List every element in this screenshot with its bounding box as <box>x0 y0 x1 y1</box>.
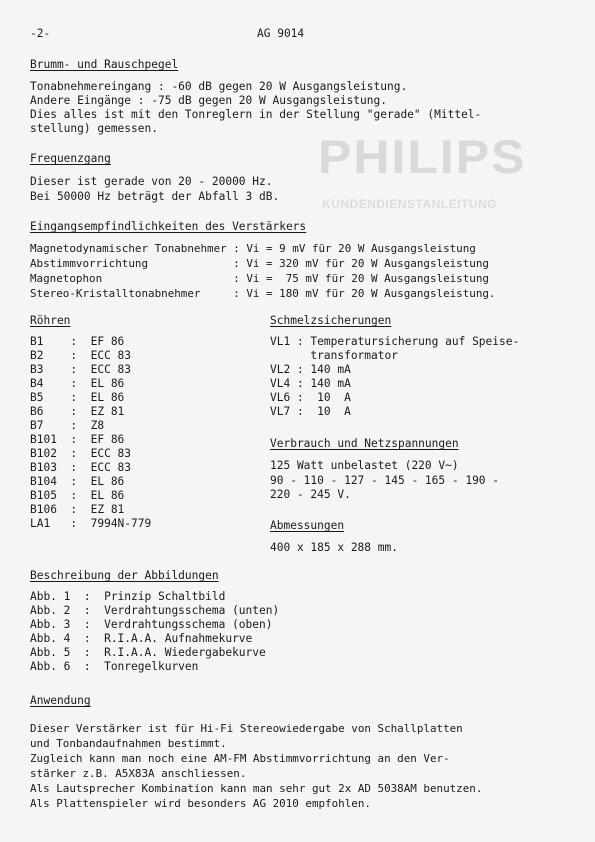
figure-row: Abb. 3 : Verdrahtungsschema (oben) <box>30 618 273 631</box>
frequency-line-1: Dieser ist gerade von 20 - 20000 Hz. <box>30 175 273 188</box>
tube-row: B7 : Z8 <box>30 419 105 432</box>
application-line-6: Als Plattenspieler wird besonders AG 2010 empfohlen. <box>30 797 371 810</box>
tube-row: B106 : EZ 81 <box>30 503 125 516</box>
figure-row: Abb. 6 : Tonregelkurven <box>30 660 199 673</box>
application-line-4: stärker z.B. A5X83A anschliessen. <box>30 767 247 780</box>
power-line-3: 220 - 245 V. <box>270 488 351 501</box>
sensitivity-row: Stereo-Kristalltonabnehmer : Vi = 180 mV für 20 W Ausgangsleistung. <box>30 287 496 300</box>
tube-row: B102 : ECC 83 <box>30 447 132 460</box>
heading-power: Verbrauch und Netzspannungen <box>270 437 459 450</box>
tube-row: LA1 : 7994N-779 <box>30 517 152 530</box>
tube-row: B101 : EF 86 <box>30 433 125 446</box>
tube-row: B103 : ECC 83 <box>30 461 132 474</box>
fuse-row: transformator <box>270 349 398 362</box>
heading-figures: Beschreibung der Abbildungen <box>30 569 219 582</box>
application-line-3: Zugleich kann man noch eine AM-FM Abstimmvorrichtung an den Ver- <box>30 752 450 765</box>
tube-row: B6 : EZ 81 <box>30 405 125 418</box>
fuse-row: VL1 : Temperatursicherung auf Speise- <box>270 335 520 348</box>
frequency-line-2: Bei 50000 Hz beträgt der Abfall 3 dB. <box>30 190 280 203</box>
model-number: AG 9014 <box>257 27 305 40</box>
tube-row: B1 : EF 86 <box>30 335 125 348</box>
noise-line-3: Dies alles ist mit den Tonreglern in der Stellung "gerade" (Mittel- <box>30 108 482 121</box>
heading-noise: Brumm- und Rauschpegel <box>30 58 179 71</box>
sensitivity-row: Magnetodynamischer Tonabnehmer : Vi = 9 mV für 20 W Ausgangsleistung <box>30 242 476 255</box>
heading-dimensions: Abmessungen <box>270 519 345 532</box>
application-line-5: Als Lautsprecher Kombination kann man sehr gut 2x AD 5038AM benutzen. <box>30 782 483 795</box>
heading-fuses: Schmelzsicherungen <box>270 314 392 327</box>
figure-row: Abb. 1 : Prinzip Schaltbild <box>30 590 226 603</box>
figure-row: Abb. 4 : R.I.A.A. Aufnahmekurve <box>30 632 253 645</box>
tube-row: B105 : EL 86 <box>30 489 125 502</box>
heading-sensitivity: Eingangsempfindlichkeiten des Verstärkers <box>30 220 307 233</box>
heading-frequency: Frequenzgang <box>30 152 111 165</box>
noise-line-2: Andere Eingänge : -75 dB gegen 20 W Ausgangsleistung. <box>30 94 387 107</box>
fuse-row: VL6 : 10 A <box>270 391 351 404</box>
power-line-1: 125 Watt unbelastet (220 V~) <box>270 459 459 472</box>
sensitivity-row: Abstimmvorrichtung : Vi = 320 mV für 20 W Ausgangsleistung <box>30 257 489 270</box>
fuse-row: VL2 : 140 mA <box>270 363 351 376</box>
tube-row: B104 : EL 86 <box>30 475 125 488</box>
tube-row: B2 : ECC 83 <box>30 349 132 362</box>
application-line-1: Dieser Verstärker ist für Hi-Fi Stereowiedergabe von Schallplatten <box>30 722 463 735</box>
watermark-brand: PHILIPS <box>318 130 527 184</box>
tube-row: B3 : ECC 83 <box>30 363 132 376</box>
watermark-subtitle: KUNDENDIENSTANLEITUNG <box>322 197 497 211</box>
power-line-2: 90 - 110 - 127 - 145 - 165 - 190 - <box>270 474 500 487</box>
noise-line-4: stellung) gemessen. <box>30 122 158 135</box>
tube-row: B4 : EL 86 <box>30 377 125 390</box>
noise-line-1: Tonabnehmereingang : -60 dB gegen 20 W Ausgangsleistung. <box>30 80 408 93</box>
page-number: -2- <box>30 27 51 40</box>
dimensions-value: 400 x 185 x 288 mm. <box>270 541 398 554</box>
figure-row: Abb. 5 : R.I.A.A. Wiedergabekurve <box>30 646 266 659</box>
figure-row: Abb. 2 : Verdrahtungsschema (unten) <box>30 604 280 617</box>
fuse-row: VL7 : 10 A <box>270 405 351 418</box>
sensitivity-row: Magnetophon : Vi = 75 mV für 20 W Ausgangsleistung <box>30 272 489 285</box>
heading-application: Anwendung <box>30 694 91 707</box>
application-line-2: und Tonbandaufnahmen bestimmt. <box>30 737 227 750</box>
tube-row: B5 : EL 86 <box>30 391 125 404</box>
fuse-row: VL4 : 140 mA <box>270 377 351 390</box>
heading-tubes: Röhren <box>30 314 71 327</box>
